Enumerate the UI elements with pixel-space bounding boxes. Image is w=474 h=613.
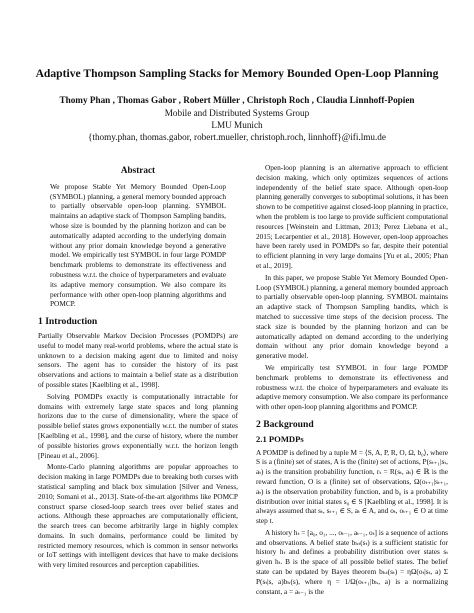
pomdp-definition-paragraph: A POMDP is defined by a tuple M = ⟨S, A, P, R, O, Ω, b₀⟩, where S is a (finite) set of states, A is the (finite) set of actions, P(sₜ₊₁|sₜ, aₜ) is the transition probability function, rₜ = R(sₜ, aₜ) ∈ ℝ is the reward function, O is a (finite) set of observations, Ω(oₜ₊₁|sₜ₊₁, aₜ) is the observation probability function, and b₀ is a probability distribution over initial states s₀ ∈ S [Kaelbling et al., 1998]. It is always assumed that sₜ, sₜ₊₁ ∈ S, aₜ ∈ A, and oₜ, oₜ₊₁ ∈ O at time step t. bbox=[256, 447, 448, 526]
abstract-text: We propose Stable Yet Memory Bounded Open-Loop (SYMBOL) planning, a general memory bounded approach to partially observable open-loop planning. SYMBOL maintains an adaptive stack of Thompson Sampling bandits, whose size is bounded by the planning horizon and can be automatically adapted according to the underlying domain without any prior domain knowledge beyond a generative model. We empirically test SYMBOL in four large POMDP benchmark problems to demonstrate its effectiveness and robustness w.r.t. the choice of hyperparameters and evaluate its adaptive memory consumption. We also compare its performance with other open-loop planning algorithms and POMCP. bbox=[50, 181, 226, 309]
affiliation-university: LMU Munich bbox=[211, 120, 263, 130]
intro-paragraph-1: Partially Observable Markov Decision Processes (POMDPs) are useful to model many real-world problems, where the actual state is unknown to a decision making agent due to limited and noisy sensors. The agent has to consider the history of its past observations and actions to maintain a belief state as a distribution of possible states [Kaelbling et al., 1998]. bbox=[38, 330, 238, 389]
paper-title: Adaptive Thompson Sampling Stacks for Memory Bounded Open-Loop Planning bbox=[35, 67, 439, 80]
left-column bbox=[38, 163, 238, 572]
history-belief-paragraph: A history hₜ = [a₀, o₁, ..., oₜ₋₁, aₜ₋₁, oₜ] is a sequence of actions and observations. A belief state bₕₜ(sₜ) is a sufficient statistic for history hₜ and defines a probability distribution over states sₜ given hₜ. B is the space of all possible belief states. The belief state can be updated by Bayes theorem bₕₜ(sₜ) = ηΩ(oₜ|sₜ, a) Σ P(sₜ|s, a)bₕ(s), where η = 1/Ω(oₜ₊₁|bₕ, a) is a normalizing constant, a = aₜ₋₁ is the bbox=[256, 527, 448, 596]
subsection-2-1-heading: 2.1 POMDPs bbox=[256, 433, 304, 444]
evaluation-paragraph: We empirically test SYMBOL in four large POMDP benchmark problems to demonstrate its effectiveness and robustness w.r.t. the choice of hyperparameters and evaluate its adaptive memory consumption. We also compare its performance with other open-loop planning algorithms and POMCP. bbox=[256, 362, 448, 412]
proposal-paragraph: In this paper, we propose Stable Yet Memory Bounded Open-Loop (SYMBOL) planning, a general memory bounded approach to partially observable open-loop planning. SYMBOL maintains an adaptive stack of Thompson Sampling bandits, which is matched to successive time steps of the decision process. The stack size is bounded by the planning horizon and can be automatically adapted on demand according to the underlying domain without any prior domain knowledge beyond a generative model. bbox=[256, 272, 448, 361]
author-list: Thomy Phan , Thomas Gabor , Robert Müller , Christoph Roch , Claudia Linnhoff-Popien bbox=[59, 95, 415, 105]
abstract-heading: Abstract bbox=[120, 165, 156, 175]
open-loop-paragraph: Open-loop planning is an alternative approach to efficient decision making, which only optimizes sequences of actions independently of the belief state space. Although open-loop planning generally converges to suboptimal solutions, it has been shown to be competitive against closed-loop planning in practice, when the problem is too large to provide sufficient computational resources [Weinstein and Littman, 2013; Perez Liebana et al., 2015; Lecarpentier et al., 2018]. However, open-loop approaches have been rarely used in POMDPs so far, despite their potential to efficient planning in very large domains [Yu et al., 2005; Phan et al., 2019]. bbox=[256, 163, 448, 270]
section-1-heading: 1 Introduction bbox=[38, 316, 98, 328]
intro-paragraph-3: Monte-Carlo planning algorithms are popular approaches to decision making in large POMDPs due to breaking both curses with statistical sampling and black box simulation [Silver and Veness, 2010; Somani et al., 2013]. State-of-the-art algorithms like POMCP construct sparse closed-loop search trees over belief states and actions. Although these approaches are computationally efficient, the search trees can become arbitrarily large in highly complex domains. In such domains, performance could be limited by restricted memory resources, which is common in sensor networks or IoT settings with intelligent devices that have to make decisions with very limited resources and perception capabilities. bbox=[38, 462, 238, 570]
right-column bbox=[256, 163, 448, 598]
section-2-heading: 2 Background bbox=[256, 418, 314, 430]
intro-paragraph-2: Solving POMDPs exactly is computationally intractable for domains with extremely large state spaces and long planning horizons due to the curse of dimensionality, where the space of possible belief states grows exponentially w.r.t. the number of states [Kaelbling et al., 1998], and the curse of history, where the number of possible histories grows exponentially w.r.t. the horizon length [Pineau et al., 2006]. bbox=[38, 391, 238, 460]
affiliation-group: Mobile and Distributed Systems Group bbox=[164, 108, 310, 118]
author-emails: {thomy.phan, thomas.gabor, robert.mueller, christoph.roch, linnhoff}@ifi.lmu.de bbox=[88, 132, 386, 142]
